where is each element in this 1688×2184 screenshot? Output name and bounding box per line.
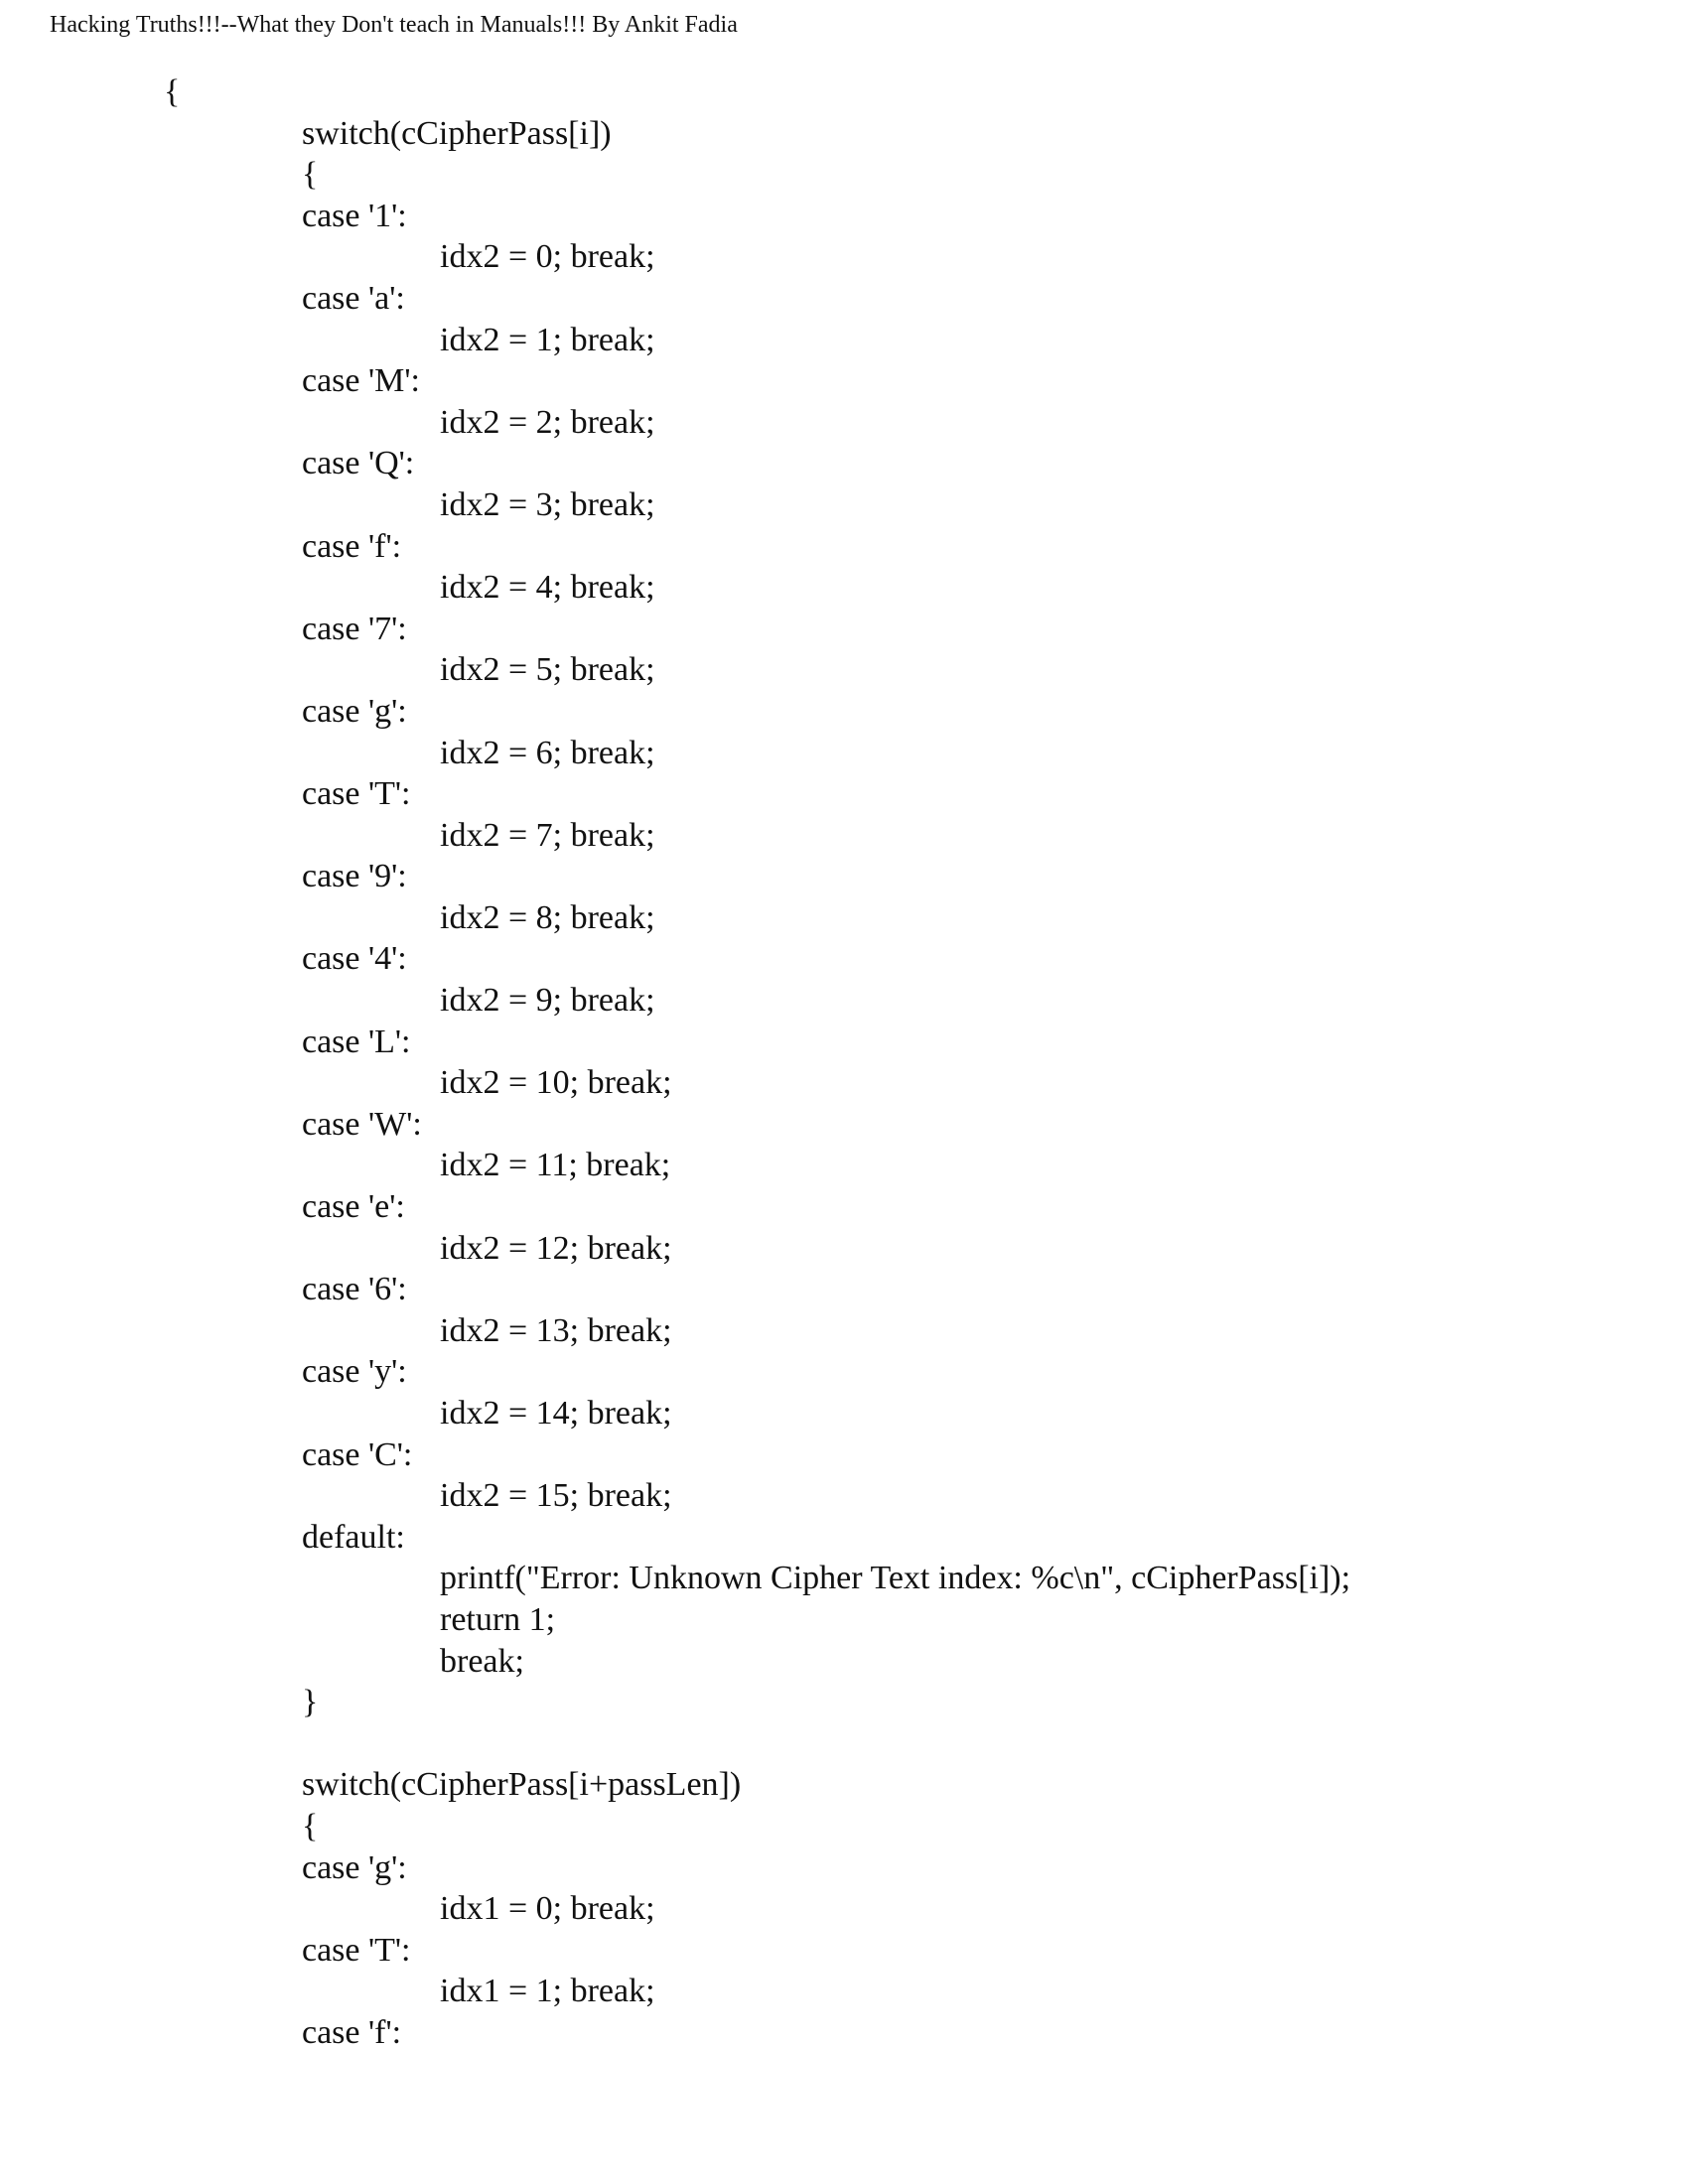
- default-body-line: return 1;: [440, 1600, 556, 1638]
- case-body: idx2 = 4; break;: [440, 569, 655, 607]
- case-label: case 'e':: [302, 1188, 405, 1226]
- case-body: idx1 = 1; break;: [440, 1973, 655, 2010]
- case-label: case 'W':: [302, 1105, 422, 1143]
- default-body-line: break;: [440, 1642, 524, 1680]
- page-header: Hacking Truths!!!--What they Don't teach in Manuals!!! By Ankit Fadia: [50, 12, 738, 38]
- case-label: case 'a':: [302, 279, 405, 317]
- default-label: default:: [302, 1518, 405, 1556]
- case-label: case 'f':: [302, 2013, 402, 2051]
- case-body: idx2 = 11; break;: [440, 1147, 671, 1184]
- case-label: case 'M':: [302, 362, 420, 400]
- case-body: idx1 = 0; break;: [440, 1890, 655, 1928]
- outer-open-brace: {: [164, 73, 181, 110]
- case-body: idx2 = 5; break;: [440, 651, 655, 689]
- switch2-cases: [0, 1847, 1688, 2054]
- case-body: idx2 = 8; break;: [440, 898, 655, 936]
- case-label: case 'g':: [302, 692, 407, 730]
- case-body: idx2 = 6; break;: [440, 734, 655, 771]
- case-label: case 'Q':: [302, 445, 415, 482]
- switch1-close-brace: }: [302, 1684, 319, 1721]
- case-label: case 'C':: [302, 1435, 413, 1473]
- case-body: idx2 = 3; break;: [440, 485, 655, 523]
- case-label: case '4':: [302, 940, 407, 978]
- case-label: case 'L':: [302, 1023, 411, 1060]
- case-body: idx2 = 15; break;: [440, 1477, 672, 1515]
- switch1-open-brace: {: [302, 156, 319, 194]
- blank-line: [0, 1723, 1688, 1765]
- case-label: case 'f':: [302, 527, 402, 565]
- switch1-head: switch(cCipherPass[i]): [302, 114, 612, 152]
- case-label: case 'T':: [302, 1931, 411, 1969]
- case-label: case 'g':: [302, 1848, 407, 1886]
- case-body: idx2 = 0; break;: [440, 238, 655, 276]
- case-label: case 'y':: [302, 1353, 407, 1391]
- case-body: idx2 = 10; break;: [440, 1064, 672, 1102]
- code-listing: [0, 71, 1688, 2054]
- switch1-cases: [0, 196, 1688, 1517]
- case-label: case '7':: [302, 610, 407, 647]
- case-body: idx2 = 12; break;: [440, 1229, 672, 1267]
- case-label: case 'T':: [302, 775, 411, 813]
- default-body-line: printf("Error: Unknown Cipher Text index: %c\n", cCipherPass[i]);: [440, 1560, 1351, 1597]
- switch2-head: switch(cCipherPass[i+passLen]): [302, 1766, 742, 1804]
- case-body: idx2 = 13; break;: [440, 1311, 672, 1349]
- switch2-open-brace: {: [302, 1807, 319, 1844]
- case-label: case '1':: [302, 197, 407, 234]
- case-body: idx2 = 14; break;: [440, 1395, 672, 1432]
- case-label: case '9':: [302, 858, 407, 895]
- case-label: case '6':: [302, 1271, 407, 1308]
- case-body: idx2 = 7; break;: [440, 816, 655, 854]
- case-body: idx2 = 2; break;: [440, 403, 655, 441]
- case-body: idx2 = 1; break;: [440, 321, 655, 358]
- case-body: idx2 = 9; break;: [440, 982, 655, 1020]
